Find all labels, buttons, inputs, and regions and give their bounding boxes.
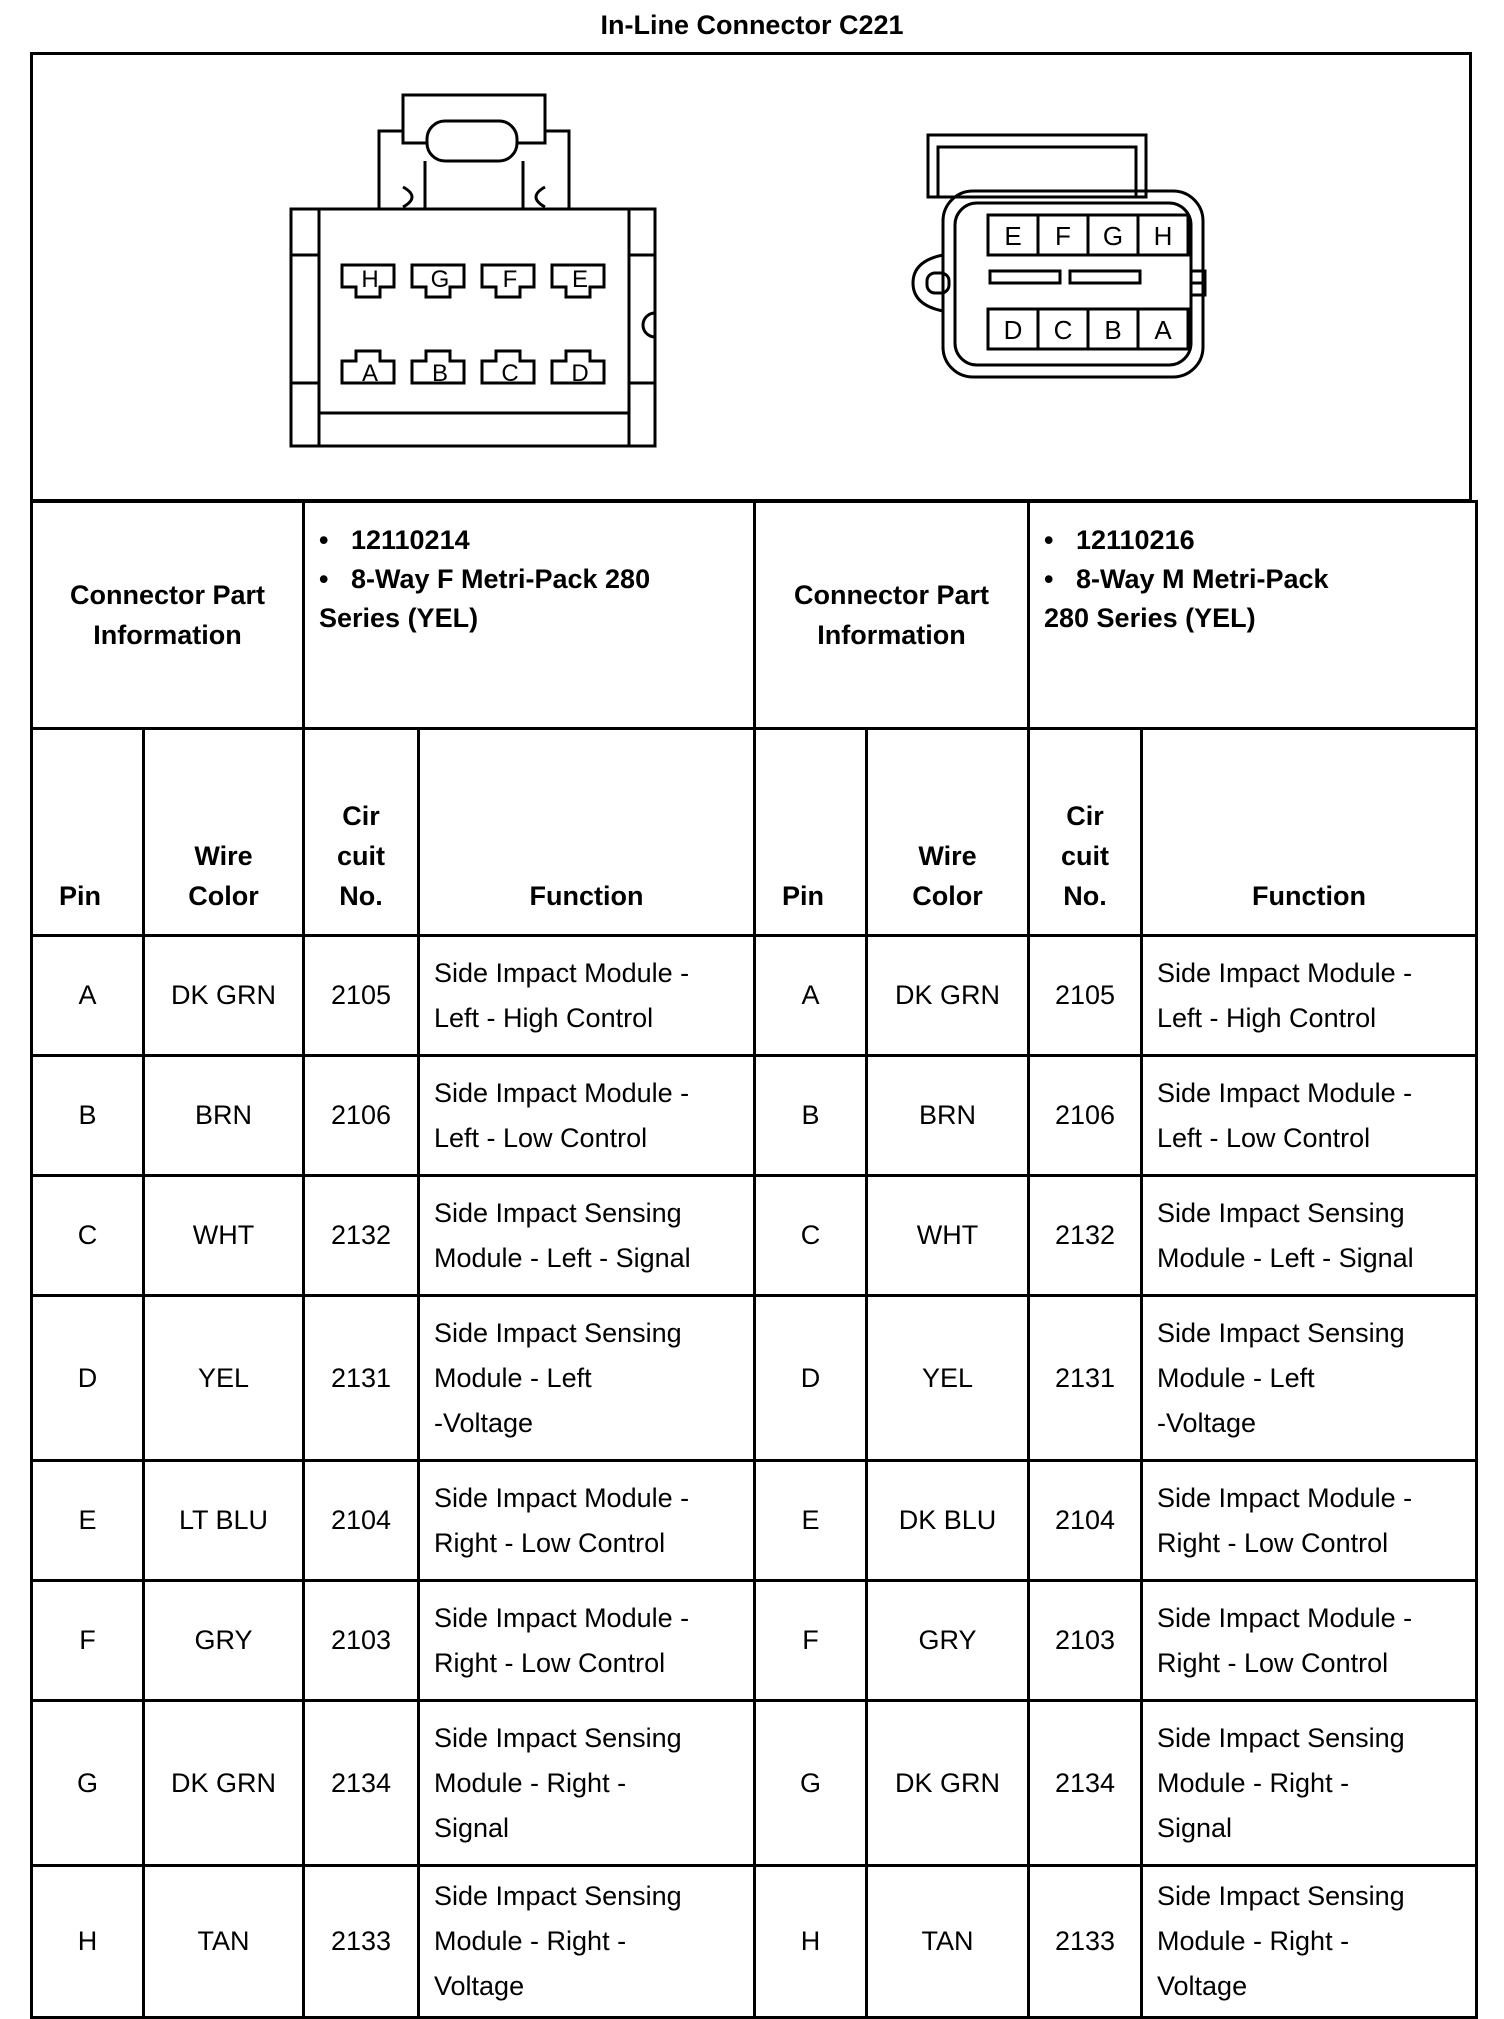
- function-line: Module - Left - Signal: [1157, 1242, 1414, 1273]
- function-line: Side Impact Module -: [1157, 1482, 1413, 1513]
- function-line: Left - High Control: [1157, 1002, 1377, 1033]
- function-line: Module - Left: [1157, 1362, 1315, 1393]
- bullet-glyph: •: [319, 525, 329, 555]
- pin-cell: D: [755, 1296, 867, 1461]
- function-line: Side Impact Module -: [1157, 1077, 1413, 1108]
- pinout-table: [30, 500, 1478, 2019]
- wire-color-cell: BRN: [144, 1056, 304, 1176]
- function-cell: [419, 1056, 755, 1176]
- pin-letter: F: [1055, 221, 1071, 251]
- connector-diagram-panel: [30, 52, 1472, 502]
- wire-color-cell: TAN: [144, 1866, 304, 2018]
- pin-cell: H: [755, 1866, 867, 2018]
- circuit-cell: 2103: [304, 1581, 419, 1701]
- part-desc: 8-Way F Metri-Pack 280: [350, 564, 651, 594]
- function-line: Module - Right -: [1157, 1767, 1350, 1798]
- pin-cell-f: [1038, 215, 1088, 255]
- part-desc: Series (YEL): [319, 603, 479, 633]
- part-number-line: [319, 521, 739, 560]
- pin-cell-h: [1138, 215, 1188, 255]
- hdr-line: Wire: [918, 841, 977, 871]
- label-line: Information: [817, 620, 966, 650]
- female-connector-drawing: [291, 95, 655, 446]
- hdr-line: cuit: [336, 841, 385, 871]
- pin-cavity-a: [342, 351, 394, 387]
- function-line: Module - Right -: [434, 1767, 627, 1798]
- pin-letter: E: [1004, 221, 1022, 251]
- pin-cavity-b: [412, 351, 464, 387]
- part-number: 12110216: [1075, 525, 1195, 555]
- wire-color-cell: DK GRN: [144, 936, 304, 1056]
- bullet-glyph: •: [1044, 564, 1054, 594]
- function-line: Voltage: [434, 1971, 525, 2001]
- pin-cell: F: [32, 1581, 144, 1701]
- pin-cavity-h: [342, 265, 394, 297]
- bullet-glyph: •: [319, 564, 329, 594]
- table-row: [32, 1296, 1477, 1461]
- male-top-pin-cells: [988, 215, 1188, 255]
- pin-cell-e: [988, 215, 1038, 255]
- circuit-cell: 2131: [1029, 1296, 1142, 1461]
- pin-letter: D: [571, 360, 589, 387]
- pin-letter: F: [502, 266, 518, 293]
- function-line: Module - Right -: [1157, 1926, 1350, 1956]
- pin-cell: G: [755, 1701, 867, 1866]
- circuit-cell: 2132: [304, 1176, 419, 1296]
- function-line: Right - Low Control: [1157, 1527, 1389, 1558]
- function-line: Side Impact Sensing: [1157, 1317, 1405, 1348]
- function-cell: [419, 936, 755, 1056]
- function-cell: [419, 1866, 755, 2018]
- table-row: [32, 936, 1477, 1056]
- circuit-cell: 2131: [304, 1296, 419, 1461]
- function-line: Signal: [1157, 1812, 1233, 1843]
- function-line: Side Impact Sensing: [434, 1317, 682, 1348]
- function-cell: [1142, 1866, 1477, 2018]
- pin-cell-a: [1138, 309, 1188, 349]
- wire-color-cell: LT BLU: [144, 1461, 304, 1581]
- function-cell: [419, 1581, 755, 1701]
- wire-color-cell: DK BLU: [867, 1461, 1029, 1581]
- col-circuit-no: [1029, 729, 1142, 936]
- hdr-line: Color: [188, 881, 259, 911]
- circuit-cell: 2103: [1029, 1581, 1142, 1701]
- bullet-glyph: •: [1044, 525, 1054, 555]
- function-line: Side Impact Module -: [434, 1602, 690, 1633]
- function-line: Module - Left - Signal: [434, 1242, 691, 1273]
- function-line: Left - Low Control: [1157, 1122, 1371, 1153]
- wire-color-cell: YEL: [144, 1296, 304, 1461]
- function-line: Side Impact Sensing: [1157, 1197, 1405, 1228]
- pin-cell: B: [755, 1056, 867, 1176]
- pin-cell-c: [1038, 309, 1088, 349]
- pin-cell: C: [755, 1176, 867, 1296]
- pin-letter: E: [571, 266, 589, 293]
- pin-cell: G: [32, 1701, 144, 1866]
- pin-cavity-g: [412, 265, 464, 297]
- function-line: Right - Low Control: [434, 1647, 666, 1678]
- pin-cell: A: [32, 936, 144, 1056]
- wire-color-cell: YEL: [867, 1296, 1029, 1461]
- pin-cell: H: [32, 1866, 144, 2018]
- pin-letter: D: [1003, 315, 1023, 345]
- function-cell: [1142, 1056, 1477, 1176]
- pin-letter: C: [501, 360, 519, 387]
- col-function: Function: [1142, 729, 1477, 936]
- function-line: Side Impact Module -: [1157, 957, 1413, 988]
- part-info-row: [32, 502, 1477, 729]
- pin-cell: C: [32, 1176, 144, 1296]
- pin-cavity-e: [552, 265, 604, 297]
- pin-letter: B: [1104, 315, 1122, 345]
- table-row: [32, 1056, 1477, 1176]
- part-desc-line: [319, 560, 739, 599]
- right-part-info-label: [755, 502, 1029, 729]
- part-number: 12110214: [350, 525, 470, 555]
- column-header-row: [32, 729, 1477, 936]
- function-line: Signal: [434, 1812, 510, 1843]
- function-line: Side Impact Sensing: [1157, 1722, 1405, 1753]
- hdr-line: Wire: [194, 841, 253, 871]
- col-pin: Pin: [755, 729, 867, 936]
- function-cell: [1142, 1296, 1477, 1461]
- col-pin: Pin: [32, 729, 144, 936]
- function-cell: [419, 1701, 755, 1866]
- table-row: [32, 1866, 1477, 2018]
- pin-cell-g: [1088, 215, 1138, 255]
- function-line: Side Impact Module -: [1157, 1602, 1413, 1633]
- function-line: Side Impact Sensing: [434, 1722, 682, 1753]
- part-desc-line: [1044, 560, 1461, 599]
- function-line: Side Impact Sensing: [434, 1197, 682, 1228]
- label-line: Information: [93, 620, 242, 650]
- table-row: [32, 1701, 1477, 1866]
- col-circuit-no: [304, 729, 419, 936]
- function-cell: [419, 1176, 755, 1296]
- function-line: Side Impact Sensing: [434, 1881, 682, 1911]
- part-desc: 280 Series (YEL): [1044, 603, 1256, 633]
- pin-cavity-f: [482, 265, 534, 297]
- circuit-cell: 2104: [1029, 1461, 1142, 1581]
- wire-color-cell: WHT: [867, 1176, 1029, 1296]
- pin-cell: D: [32, 1296, 144, 1461]
- table-row: [32, 1581, 1477, 1701]
- function-cell: [1142, 1176, 1477, 1296]
- col-wire-color: [144, 729, 304, 936]
- part-number-line: [1044, 521, 1461, 560]
- function-line: -Voltage: [434, 1407, 534, 1438]
- female-bottom-pin-cavities: [342, 351, 604, 387]
- circuit-cell: 2105: [304, 936, 419, 1056]
- hdr-line: No.: [339, 881, 383, 911]
- pin-letter: H: [361, 266, 379, 293]
- circuit-cell: 2134: [304, 1701, 419, 1866]
- label-line: Connector Part: [793, 580, 990, 610]
- function-cell: [1142, 1461, 1477, 1581]
- wire-color-cell: DK GRN: [144, 1701, 304, 1866]
- col-function: Function: [419, 729, 755, 936]
- pin-cavity-d: [552, 351, 604, 387]
- circuit-cell: 2106: [304, 1056, 419, 1176]
- pin-cell-b: [1088, 309, 1138, 349]
- circuit-cell: 2104: [304, 1461, 419, 1581]
- pin-letter: G: [1102, 221, 1124, 251]
- hdr-line: No.: [1063, 881, 1107, 911]
- table-row: [32, 1461, 1477, 1581]
- connector-diagram: [33, 55, 1469, 499]
- pin-letter: H: [1153, 221, 1173, 251]
- wire-color-cell: BRN: [867, 1056, 1029, 1176]
- left-part-details: [304, 502, 755, 729]
- function-line: Module - Right -: [434, 1926, 627, 1956]
- hdr-line: Color: [912, 881, 983, 911]
- function-line: Left - High Control: [434, 1002, 654, 1033]
- wire-color-cell: DK GRN: [867, 936, 1029, 1056]
- circuit-cell: 2132: [1029, 1176, 1142, 1296]
- pin-cavity-c: [482, 351, 534, 387]
- function-line: Voltage: [1157, 1971, 1248, 2001]
- left-part-info-label: [32, 502, 304, 729]
- function-line: Right - Low Control: [1157, 1647, 1389, 1678]
- pin-letter: G: [430, 266, 450, 293]
- function-cell: [419, 1461, 755, 1581]
- function-line: Left - Low Control: [434, 1122, 648, 1153]
- function-cell: [419, 1296, 755, 1461]
- circuit-cell: 2105: [1029, 936, 1142, 1056]
- function-cell: [1142, 1701, 1477, 1866]
- pin-letter: A: [1154, 315, 1172, 345]
- function-line: Side Impact Module -: [434, 1077, 690, 1108]
- label-line: Connector Part: [69, 580, 266, 610]
- female-top-pin-cavities: [342, 265, 604, 297]
- male-bottom-pin-cells: [988, 309, 1188, 349]
- hdr-line: cuit: [1060, 841, 1109, 871]
- pin-cell: A: [755, 936, 867, 1056]
- function-cell: [1142, 1581, 1477, 1701]
- pin-letter: A: [361, 360, 379, 387]
- pin-cell: E: [755, 1461, 867, 1581]
- function-line: Side Impact Sensing: [1157, 1881, 1405, 1911]
- part-desc: 8-Way M Metri-Pack: [1075, 564, 1329, 594]
- pin-cell: F: [755, 1581, 867, 1701]
- circuit-cell: 2134: [1029, 1701, 1142, 1866]
- function-line: Module - Left: [434, 1362, 592, 1393]
- function-line: Right - Low Control: [434, 1527, 666, 1558]
- function-line: Side Impact Module -: [434, 1482, 690, 1513]
- function-cell: [1142, 936, 1477, 1056]
- pin-letter: C: [1053, 315, 1073, 345]
- function-line: Side Impact Module -: [434, 957, 690, 988]
- function-line: -Voltage: [1157, 1407, 1257, 1438]
- wire-color-cell: WHT: [144, 1176, 304, 1296]
- right-part-details: [1029, 502, 1477, 729]
- pin-cell-d: [988, 309, 1038, 349]
- wire-color-cell: TAN: [867, 1866, 1029, 2018]
- circuit-cell: 2133: [304, 1866, 419, 2018]
- pin-cell: B: [32, 1056, 144, 1176]
- table-row: [32, 1176, 1477, 1296]
- pin-cell: E: [32, 1461, 144, 1581]
- wire-color-cell: DK GRN: [867, 1701, 1029, 1866]
- page-title: In-Line Connector C221: [600, 10, 904, 40]
- col-wire-color: [867, 729, 1029, 936]
- circuit-cell: 2106: [1029, 1056, 1142, 1176]
- hdr-line: Cir: [1066, 801, 1104, 831]
- pin-letter: B: [431, 360, 449, 387]
- hdr-line: Cir: [342, 801, 380, 831]
- wire-color-cell: GRY: [867, 1581, 1029, 1701]
- wire-color-cell: GRY: [144, 1581, 304, 1701]
- circuit-cell: 2133: [1029, 1866, 1142, 2018]
